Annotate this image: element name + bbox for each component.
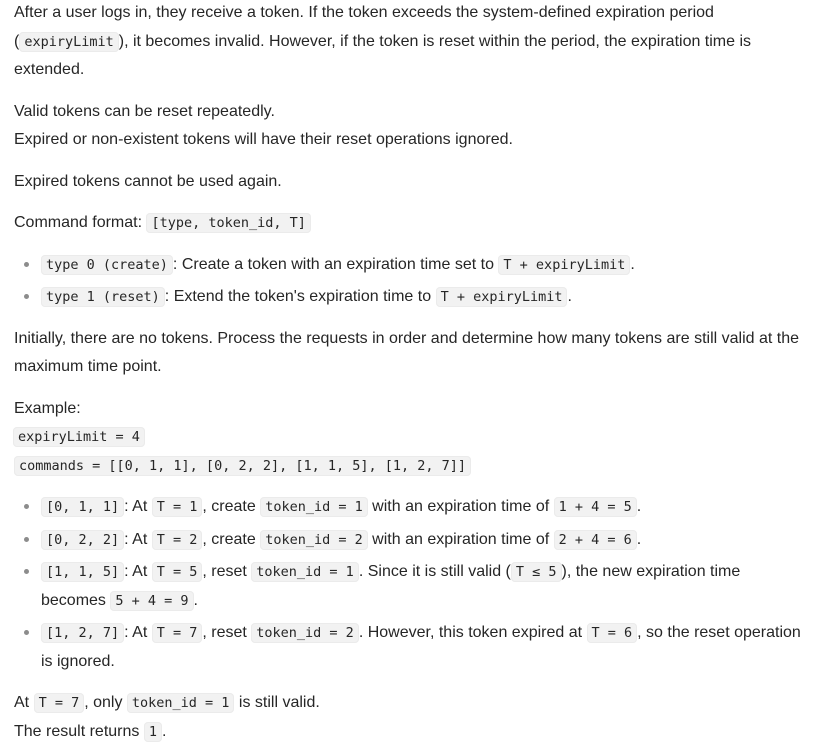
list-item: [1, 1, 5] : At T = 5 , reset token_id = 1 . Since it is still valid ( T ≤ 5 ), the new expiration time becomes 5 + 4 = 9 . [41, 558, 807, 615]
example-label: Example: [14, 399, 81, 417]
list-item: [0, 2, 2] : At T = 2 , create token_id = 2 with an expiration time of 2 + 4 = 6 . [41, 526, 807, 555]
inline-code: token_id = 1 [260, 497, 368, 517]
format-label: Command format: [14, 214, 147, 231]
inline-code: T ≤ 5 [511, 562, 562, 582]
inline-code: T = 7 [152, 623, 203, 643]
inline-code: 2 + 4 = 6 [554, 530, 637, 550]
rule-line: Valid tokens can be reset repeatedly. [14, 102, 275, 120]
item-text: : Create a token with an expiration time set to [172, 255, 499, 273]
inline-code: token_id = 2 [251, 623, 359, 643]
example-limit-line [14, 423, 807, 452]
inline-code: 1 [144, 722, 162, 742]
item-text: . [630, 255, 635, 273]
inline-code: expiryLimit [19, 32, 118, 52]
inline-code: [1, 1, 5] [41, 562, 124, 582]
list-item [41, 251, 807, 280]
expired-note: Expired tokens cannot be used again. [14, 172, 282, 190]
inline-code: T = 2 [152, 530, 203, 550]
task-paragraph: Initially, there are no tokens. Process the requests in order and determine how many tokens are still valid at the maximum time point. [14, 329, 799, 375]
inline-code: 1 + 4 = 5 [554, 497, 637, 517]
inline-code: commands = [[0, 1, 1], [0, 2, 2], [1, 1, 5], [1, 2, 7]] [14, 456, 471, 476]
list-item [41, 283, 807, 312]
inline-code: T = 1 [152, 497, 203, 517]
inline-code: [0, 1, 1] [41, 497, 124, 517]
example-steps-list [14, 493, 807, 676]
inline-code: expiryLimit = 4 [13, 427, 145, 447]
intro-text: ), it becomes invalid. However, if the token is reset within the period, the expiration time is extended. [14, 32, 752, 78]
command-types-list [14, 251, 807, 312]
example-commands-line [14, 452, 807, 481]
inline-code: 5 + 4 = 9 [110, 591, 193, 611]
intro-text: After a user logs in, they receive a token. If the token exceeds the system-defined expiration period [14, 4, 714, 21]
inline-code: [0, 2, 2] [41, 530, 124, 550]
inline-code: T = 5 [152, 562, 203, 582]
format-code: [type, token_id, T] [146, 213, 310, 233]
command-format [14, 209, 807, 238]
inline-code: token_id = 1 [251, 562, 359, 582]
inline-code: T = 6 [587, 623, 638, 643]
inline-code: type 0 (create) [41, 255, 173, 275]
conclusion-line: At T = 7 , only token_id = 1 is still valid. [14, 694, 320, 711]
result-line: The result returns 1 . [14, 722, 167, 740]
inline-code: token_id = 2 [260, 530, 368, 550]
item-text: : Extend the token's expiration time to [164, 288, 436, 305]
inline-code: T = 7 [34, 693, 85, 713]
inline-code: T + expiryLimit [436, 287, 568, 307]
intro-paragraph [14, 0, 807, 85]
item-text: . [567, 288, 572, 305]
reset-rules-paragraph [14, 98, 807, 155]
rule-line: Expired or non-existent tokens will have their reset operations ignored. [14, 131, 513, 148]
inline-code: [1, 2, 7] [41, 623, 124, 643]
inline-code: token_id = 1 [127, 693, 235, 713]
intro-text: ( [14, 32, 20, 50]
inline-code: T + expiryLimit [498, 255, 630, 275]
list-item: [1, 2, 7] : At T = 7 , reset token_id = 2 . However, this token expired at T = 6 , so the reset operation is ignored. [41, 619, 807, 676]
inline-code: type 1 (reset) [41, 287, 165, 307]
list-item: [0, 1, 1] : At T = 1 , create token_id = 1 with an expiration time of 1 + 4 = 5 . [41, 493, 807, 522]
